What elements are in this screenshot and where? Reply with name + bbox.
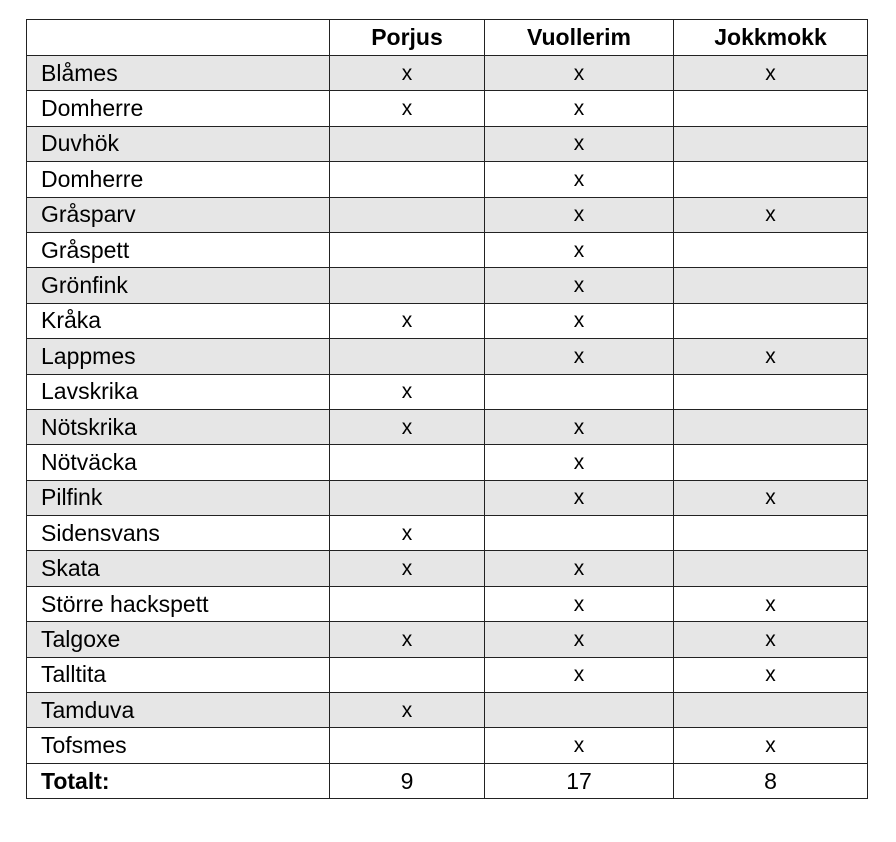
mark-vuollerim: x <box>485 303 674 338</box>
mark-vuollerim: x <box>485 91 674 126</box>
mark-vuollerim: x <box>485 657 674 692</box>
bird-name: Blåmes <box>27 56 330 91</box>
mark-jokkmokk: x <box>674 339 868 374</box>
header-corner-cell <box>27 20 330 56</box>
table-row <box>27 126 868 161</box>
mark-jokkmokk <box>674 303 868 338</box>
table-row <box>27 232 868 267</box>
table-row <box>27 622 868 657</box>
mark-jokkmokk <box>674 551 868 586</box>
mark-vuollerim: x <box>485 197 674 232</box>
total-porjus: 9 <box>330 763 485 798</box>
mark-jokkmokk <box>674 162 868 197</box>
table-row <box>27 728 868 763</box>
mark-vuollerim: x <box>485 232 674 267</box>
table-row <box>27 162 868 197</box>
bird-name: Tamduva <box>27 693 330 728</box>
bird-name: Skata <box>27 551 330 586</box>
mark-porjus <box>330 480 485 515</box>
mark-vuollerim: x <box>485 409 674 444</box>
bird-name: Nötskrika <box>27 409 330 444</box>
mark-jokkmokk <box>674 445 868 480</box>
mark-porjus: x <box>330 516 485 551</box>
table-row <box>27 374 868 409</box>
mark-vuollerim: x <box>485 551 674 586</box>
mark-vuollerim: x <box>485 339 674 374</box>
table-row <box>27 91 868 126</box>
table-row <box>27 56 868 91</box>
mark-porjus: x <box>330 303 485 338</box>
mark-porjus <box>330 268 485 303</box>
table-row <box>27 516 868 551</box>
bird-name: Lavskrika <box>27 374 330 409</box>
mark-vuollerim: x <box>485 586 674 621</box>
mark-vuollerim: x <box>485 126 674 161</box>
totals-row <box>27 763 868 798</box>
bird-name: Duvhök <box>27 126 330 161</box>
mark-porjus <box>330 339 485 374</box>
table-row <box>27 551 868 586</box>
mark-vuollerim <box>485 374 674 409</box>
mark-jokkmokk <box>674 126 868 161</box>
bird-name: Kråka <box>27 303 330 338</box>
mark-jokkmokk <box>674 268 868 303</box>
total-vuollerim: 17 <box>485 763 674 798</box>
bird-name: Domherre <box>27 162 330 197</box>
table-row <box>27 480 868 515</box>
column-header-vuollerim: Vuollerim <box>485 20 674 56</box>
mark-jokkmokk: x <box>674 480 868 515</box>
mark-porjus: x <box>330 693 485 728</box>
mark-jokkmokk <box>674 232 868 267</box>
mark-jokkmokk <box>674 374 868 409</box>
table-row <box>27 197 868 232</box>
table-row <box>27 268 868 303</box>
mark-jokkmokk: x <box>674 728 868 763</box>
mark-porjus: x <box>330 56 485 91</box>
mark-jokkmokk <box>674 693 868 728</box>
mark-vuollerim <box>485 693 674 728</box>
bird-name: Nötväcka <box>27 445 330 480</box>
table-row <box>27 303 868 338</box>
mark-jokkmokk: x <box>674 56 868 91</box>
mark-porjus: x <box>330 409 485 444</box>
bird-name: Lappmes <box>27 339 330 374</box>
table-row <box>27 409 868 444</box>
column-header-jokkmokk: Jokkmokk <box>674 20 868 56</box>
bird-name: Sidensvans <box>27 516 330 551</box>
mark-jokkmokk <box>674 91 868 126</box>
mark-porjus: x <box>330 622 485 657</box>
totals-label: Totalt: <box>27 763 330 798</box>
mark-vuollerim: x <box>485 445 674 480</box>
mark-porjus: x <box>330 374 485 409</box>
bird-name: Gråsparv <box>27 197 330 232</box>
mark-porjus: x <box>330 91 485 126</box>
total-jokkmokk: 8 <box>674 763 868 798</box>
bird-name: Grönfink <box>27 268 330 303</box>
bird-observation-table <box>26 19 868 799</box>
mark-jokkmokk: x <box>674 586 868 621</box>
mark-porjus <box>330 162 485 197</box>
mark-porjus <box>330 126 485 161</box>
bird-name: Talltita <box>27 657 330 692</box>
bird-name: Domherre <box>27 91 330 126</box>
mark-vuollerim: x <box>485 162 674 197</box>
table-row <box>27 445 868 480</box>
mark-jokkmokk <box>674 516 868 551</box>
mark-vuollerim: x <box>485 268 674 303</box>
mark-vuollerim: x <box>485 56 674 91</box>
table-row <box>27 693 868 728</box>
bird-name: Tofsmes <box>27 728 330 763</box>
mark-jokkmokk: x <box>674 197 868 232</box>
bird-name: Större hackspett <box>27 586 330 621</box>
bird-name: Pilfink <box>27 480 330 515</box>
bird-name: Talgoxe <box>27 622 330 657</box>
mark-vuollerim: x <box>485 728 674 763</box>
mark-porjus <box>330 445 485 480</box>
column-header-porjus: Porjus <box>330 20 485 56</box>
mark-jokkmokk: x <box>674 622 868 657</box>
table-row <box>27 339 868 374</box>
bird-rows <box>27 56 868 764</box>
bird-name: Gråspett <box>27 232 330 267</box>
mark-porjus <box>330 728 485 763</box>
header-row <box>27 20 868 56</box>
mark-porjus <box>330 657 485 692</box>
mark-porjus <box>330 232 485 267</box>
mark-porjus: x <box>330 551 485 586</box>
table-row <box>27 586 868 621</box>
mark-vuollerim: x <box>485 480 674 515</box>
mark-vuollerim <box>485 516 674 551</box>
table-row <box>27 657 868 692</box>
mark-porjus <box>330 197 485 232</box>
mark-porjus <box>330 586 485 621</box>
mark-jokkmokk <box>674 409 868 444</box>
mark-vuollerim: x <box>485 622 674 657</box>
mark-jokkmokk: x <box>674 657 868 692</box>
